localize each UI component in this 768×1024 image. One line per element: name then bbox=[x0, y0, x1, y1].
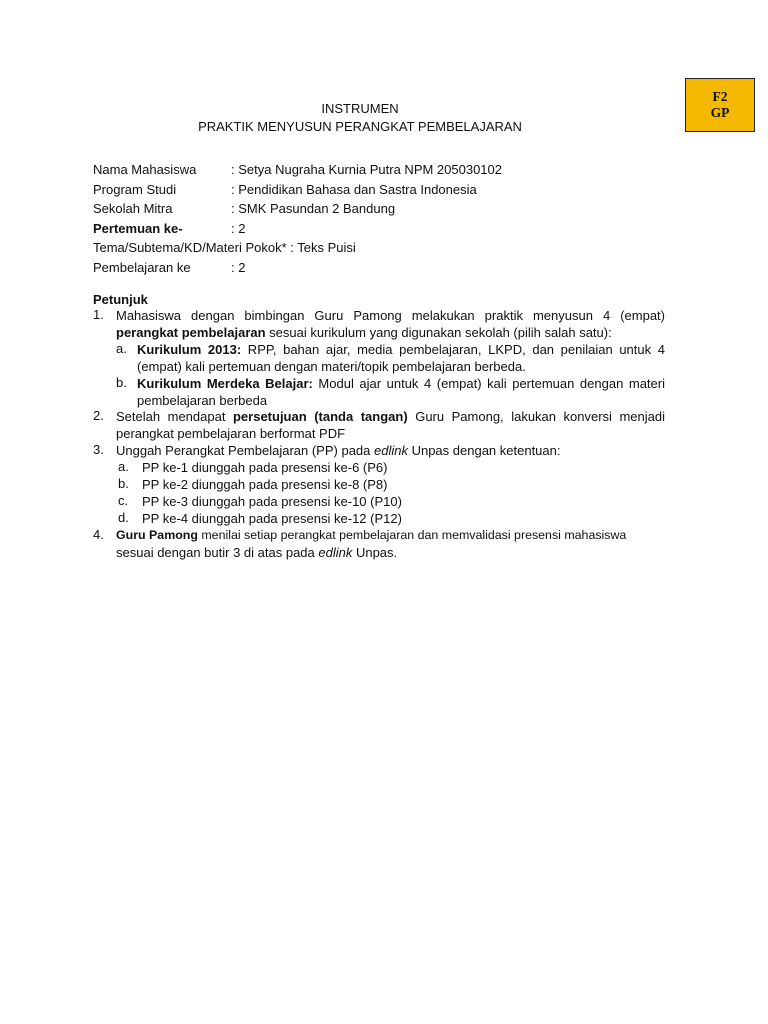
item-3-italic: edlink bbox=[374, 443, 408, 458]
item-3-post: Unpas dengan ketentuan: bbox=[407, 443, 561, 458]
item-3-number: 3. bbox=[93, 442, 104, 457]
sub-a-rest1: RPP, bahan ajar, media pembelajaran, LKPD, dan penilaian untuk 4 bbox=[241, 342, 665, 357]
item-4-line2-post: Unpas. bbox=[352, 545, 398, 560]
sub-b-rest1: Modul ajar untuk 4 (empat) kali pertemuan dengan materi bbox=[312, 376, 665, 391]
item-4-number: 4. bbox=[93, 527, 104, 542]
document-title: INSTRUMEN bbox=[321, 101, 399, 116]
pertemuan-value: : 2 bbox=[231, 221, 246, 236]
info-pembelajaran bbox=[93, 260, 245, 275]
item-2-post: Guru Pamong, lakukan konversi menjadi bbox=[407, 409, 665, 424]
item-2-bold: persetujuan (tanda tangan) bbox=[232, 409, 408, 424]
sub-b-line1 bbox=[137, 375, 665, 392]
item-1-rest: sesuai kurikulum yang digunakan sekolah (pilih salah satu): bbox=[265, 325, 612, 340]
sub-b-number: b. bbox=[116, 375, 127, 390]
item-4-line2 bbox=[116, 544, 676, 561]
item-4-rest: menilai setiap perangkat pembelajaran dan memvalidasi presensi mahasiswa bbox=[197, 528, 627, 542]
sub3-c-number: c. bbox=[118, 493, 129, 508]
form-code-line1: F2 bbox=[712, 89, 728, 104]
sub3-c-text: PP ke-3 diunggah pada presensi ke-10 (P10) bbox=[142, 494, 402, 509]
item-4-line2-pre: sesuai dengan butir 3 di atas pada bbox=[116, 545, 319, 560]
info-nama bbox=[93, 162, 502, 177]
item-1-line2 bbox=[116, 324, 676, 341]
item-4-line1 bbox=[116, 527, 676, 544]
item-2-line2: perangkat pembelajaran berformat PDF bbox=[116, 426, 346, 441]
sub3-a-number: a. bbox=[118, 459, 129, 474]
sub-a-number: a. bbox=[116, 341, 127, 356]
petunjuk-heading: Petunjuk bbox=[93, 292, 148, 307]
sekolah-label: Sekolah Mitra bbox=[93, 201, 173, 216]
prodi-label: Program Studi bbox=[93, 182, 177, 197]
sub-b-bold: Kurikulum Merdeka Belajar: bbox=[137, 376, 313, 391]
sub-b-line2: pembelajaran berbeda bbox=[137, 393, 268, 408]
sub3-b-text: PP ke-2 diunggah pada presensi ke-8 (P8) bbox=[142, 477, 388, 492]
info-tema: Tema/Subtema/KD/Materi Pokok* : Teks Puisi bbox=[93, 240, 356, 255]
document-subtitle: PRAKTIK MENYUSUN PERANGKAT PEMBELAJARAN bbox=[198, 119, 522, 134]
pertemuan-label: Pertemuan ke- bbox=[93, 221, 183, 236]
nama-label: Nama Mahasiswa bbox=[93, 162, 197, 177]
form-code-line2: GP bbox=[710, 105, 730, 120]
sub-a-line2: (empat) kali pertemuan dengan materi/topik pembelajaran berbeda. bbox=[137, 359, 526, 374]
item-2-line1 bbox=[116, 408, 665, 425]
sekolah-value: : SMK Pasundan 2 Bandung bbox=[231, 201, 396, 216]
sub3-d-number: d. bbox=[118, 510, 129, 525]
item-4-bold: Guru Pamong bbox=[116, 528, 198, 542]
pembelajaran-label: Pembelajaran ke bbox=[93, 260, 191, 275]
info-prodi bbox=[93, 182, 477, 197]
item-1-line1: Mahasiswa dengan bimbingan Guru Pamong melakukan praktik menyusun 4 (empat) bbox=[116, 308, 665, 323]
item-1-number: 1. bbox=[93, 307, 104, 322]
item-2-number: 2. bbox=[93, 408, 104, 423]
prodi-value: : Pendidikan Bahasa dan Sastra Indonesia bbox=[231, 182, 477, 197]
nama-value: : Setya Nugraha Kurnia Putra NPM 205030102 bbox=[231, 162, 503, 177]
sub-a-bold: Kurikulum 2013: bbox=[137, 342, 242, 357]
pembelajaran-value: : 2 bbox=[231, 260, 246, 275]
item-3-pre: Unggah Perangkat Pembelajaran (PP) pada bbox=[116, 443, 374, 458]
item-3-line1 bbox=[116, 442, 676, 459]
sub3-d-text: PP ke-4 diunggah pada presensi ke-12 (P12) bbox=[142, 511, 402, 526]
item-1-bold: perangkat pembelajaran bbox=[116, 325, 266, 340]
info-sekolah bbox=[93, 201, 395, 216]
sub3-b-number: b. bbox=[118, 476, 129, 491]
info-pertemuan bbox=[93, 221, 245, 236]
sub3-a-text: PP ke-1 diunggah pada presensi ke-6 (P6) bbox=[142, 460, 388, 475]
sub-a-line1 bbox=[137, 341, 665, 358]
item-4-line2-italic: edlink bbox=[318, 545, 353, 560]
item-2-pre: Setelah mendapat bbox=[116, 409, 233, 424]
